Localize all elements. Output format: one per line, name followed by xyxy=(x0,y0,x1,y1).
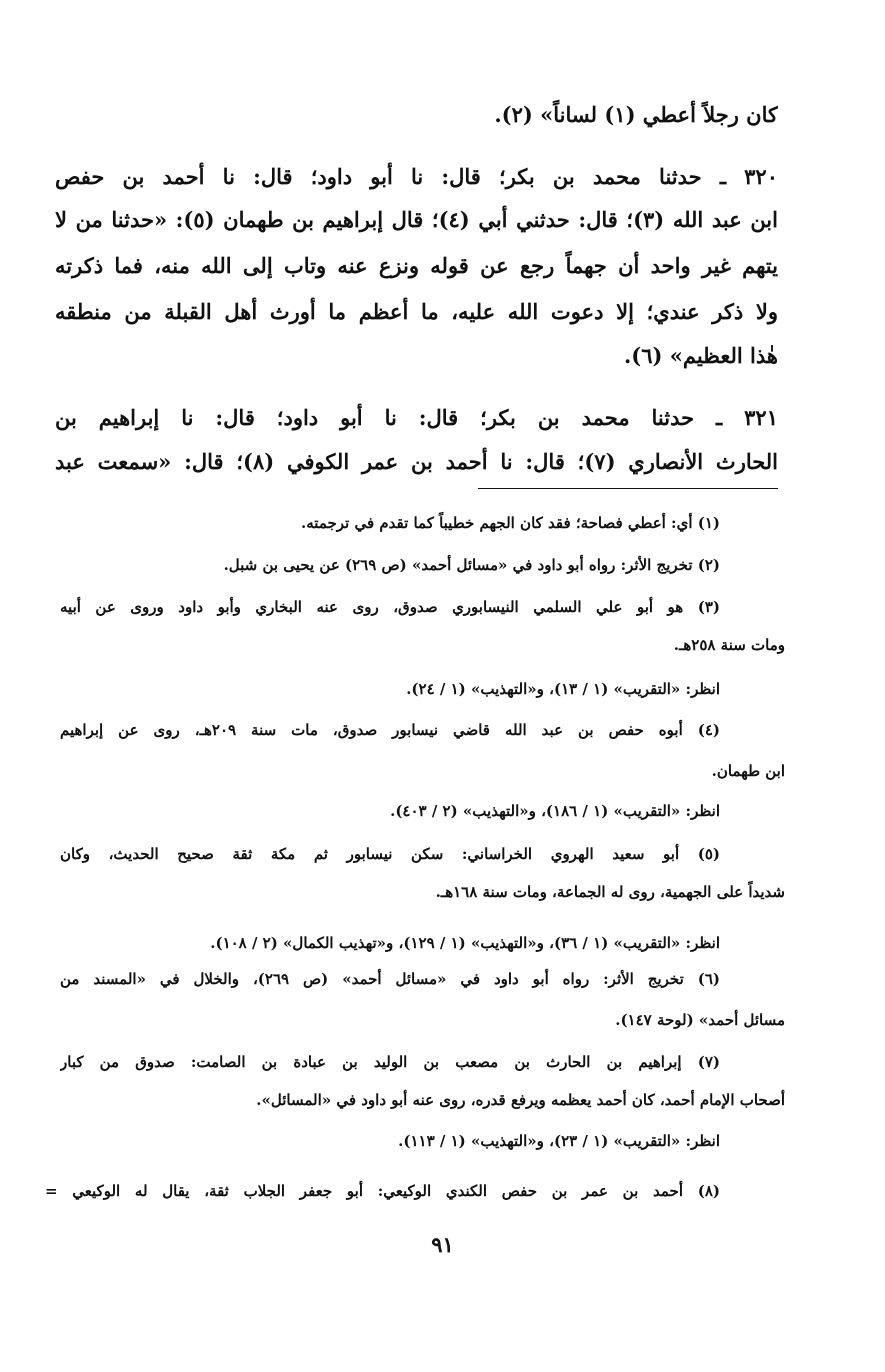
footnote-separator xyxy=(478,488,778,489)
footnote-line: (٥) أبو سعيد الهروي الخراساني: سكن نيسابور ثم مكة ثقة صحيح الحديث، وكان xyxy=(60,845,720,863)
main-text-line: ابن عبد الله (٣)؛ قال: حدثني أبي (٤)؛ قال إبراهيم بن طهمان (٥): «حدثنا من لا xyxy=(55,207,778,232)
main-text-line: ٣٢٠ ـ حدثنا محمد بن بكر؛ قال: نا أبو داود؛ قال: نا أحمد بن حفص xyxy=(55,164,778,189)
footnote-line: (١) أي: أعطي فصاحة؛ فقد كان الجهم خطيباً كما تقدم في ترجمته. xyxy=(301,514,720,532)
main-text-line: هٰذا العظيم» (٦). xyxy=(623,343,778,368)
footnote-line: (٤) أبوه حفص بن عبد الله قاضي نيسابور صدوق، مات سنة ٢٠٩هـ، روى عن إبراهيم xyxy=(60,721,720,739)
page-number: ٩١ xyxy=(431,1232,454,1257)
main-text-line: ولا ذكر عندي؛ إلا دعوت الله عليه، ما أعظم ما أورث أهل القبلة من منطقه xyxy=(55,299,778,324)
footnote-line: أصحاب الإمام أحمد، كان أحمد يعظمه ويرفع قدره، روى عنه أبو داود في «المسائل». xyxy=(256,1091,785,1109)
footnote-line: (٦) تخريج الأثر: رواه أبو داود في «مسائل أحمد» (ص ٢٦٩)، والخلال في «المسند من xyxy=(60,970,720,988)
footnote-line: انظر: «التقريب» (١ / ٣٦)، و«التهذيب» (١ / ١٢٩)، و«تهذيب الكمال» (٢ / ١٠٨). xyxy=(210,934,720,952)
footnote-line: انظر: «التقريب» (١ / ١٣)، و«التهذيب» (١ / ٢٤). xyxy=(406,680,720,698)
footnote-line: (٨) أحمد بن عمر بن حفص الكندي الوكيعي: أبو جعفر الجلاب ثقة، يقال له الوكيعي = xyxy=(45,1182,720,1200)
footnote-line: ومات سنة ٢٥٨هـ. xyxy=(673,636,785,654)
footnote-line: (٧) إبراهيم بن الحارث بن مصعب بن الوليد بن عبادة بن الصامت: صدوق من كبار xyxy=(60,1053,720,1071)
footnote-line: انظر: «التقريب» (١ / ٢٣)، و«التهذيب» (١ / ١١٣). xyxy=(398,1132,720,1150)
footnote-line: انظر: «التقريب» (١ / ١٨٦)، و«التهذيب» (٢ / ٤٠٣). xyxy=(390,802,720,820)
footnote-line: ابن طهمان. xyxy=(711,762,785,780)
footnote-line: (٢) تخريج الأثر: رواه أبو داود في «مسائل أحمد» (ص ٢٦٩) عن يحيى بن شبل. xyxy=(223,556,720,574)
main-text-line: الحارث الأنصاري (٧)؛ قال: نا أحمد بن عمر الكوفي (٨)؛ قال: «سمعت عبد xyxy=(55,449,778,474)
footnote-line: (٣) هو أبو علي السلمي النيسابوري صدوق، روى عنه البخاري وأبو داود وروى عن أبيه xyxy=(60,598,720,616)
footnote-line: مسائل أحمد» (لوحة ١٤٧). xyxy=(615,1011,785,1029)
main-text-line: كان رجلاً أعطي (١) لساناً» (٢). xyxy=(494,102,778,127)
footnote-line: شديداً على الجهمية، روى له الجماعة، ومات سنة ١٦٨هـ. xyxy=(435,883,785,901)
main-text-line: يتهم غير واحد أن جهماً رجع عن قوله ونزع عنه وتاب إلى الله منه، فما ذكرته xyxy=(55,253,778,278)
main-text-line: ٣٢١ ـ حدثنا محمد بن بكر؛ قال: نا أبو داود؛ قال: نا إبراهيم بن xyxy=(55,405,778,430)
